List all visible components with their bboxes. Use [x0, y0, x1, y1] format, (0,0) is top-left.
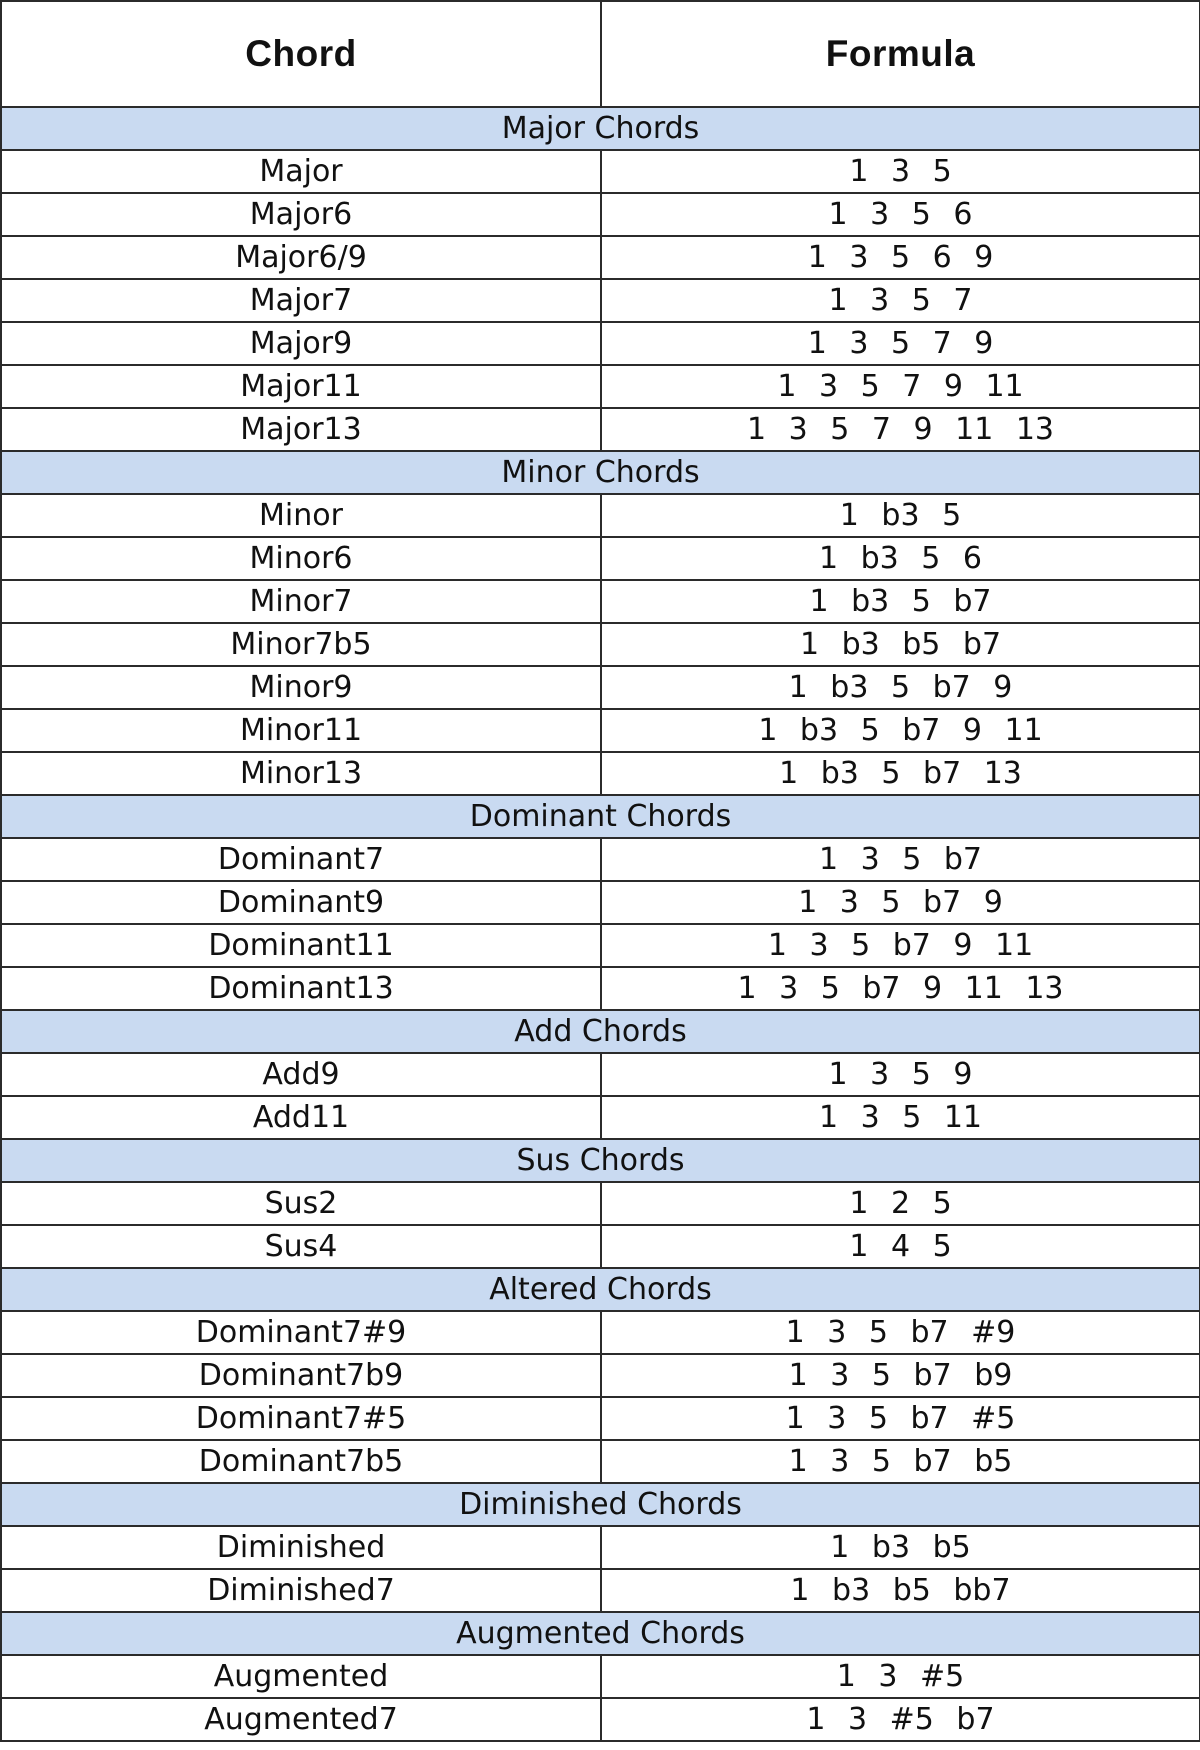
- formula-cell: 1 3 5: [601, 150, 1200, 193]
- formula-cell: 1 3 5 b7 #5: [601, 1397, 1200, 1440]
- formula-cell: 1 4 5: [601, 1225, 1200, 1268]
- table-row: [1, 666, 1200, 709]
- chord-name-cell: Dominant13: [1, 967, 601, 1010]
- formula-cell: 1 3 5 b7 b5: [601, 1440, 1200, 1483]
- table-row: [1, 967, 1200, 1010]
- section-header-row: [1, 1010, 1200, 1053]
- formula-cell: 1 b3 5 6: [601, 537, 1200, 580]
- table-row: [1, 1311, 1200, 1354]
- formula-cell: 1 3 5 7 9 11: [601, 365, 1200, 408]
- formula-cell: 1 3 5 b7 9 11 13: [601, 967, 1200, 1010]
- table-row: [1, 408, 1200, 451]
- table-body: [1, 107, 1200, 1741]
- formula-cell: 1 3 5 6 9: [601, 236, 1200, 279]
- chord-name-cell: Add9: [1, 1053, 601, 1096]
- table-row: [1, 1397, 1200, 1440]
- formula-cell: 1 3 5 b7 9: [601, 881, 1200, 924]
- chord-name-cell: Augmented: [1, 1655, 601, 1698]
- table-row: [1, 1698, 1200, 1741]
- section-header-row: [1, 1139, 1200, 1182]
- table-row: [1, 580, 1200, 623]
- section-header-row: [1, 451, 1200, 494]
- table-row: [1, 1440, 1200, 1483]
- table-row: [1, 838, 1200, 881]
- formula-cell: 1 3 5 6: [601, 193, 1200, 236]
- section-title: Diminished Chords: [1, 1483, 1200, 1526]
- chord-name-cell: Minor6: [1, 537, 601, 580]
- table-header: [1, 1, 1200, 107]
- section-title: Dominant Chords: [1, 795, 1200, 838]
- formula-cell: 1 3 5 7: [601, 279, 1200, 322]
- chord-name-cell: Major9: [1, 322, 601, 365]
- section-header-row: [1, 1483, 1200, 1526]
- chord-name-cell: Diminished: [1, 1526, 601, 1569]
- table-row: [1, 1354, 1200, 1397]
- formula-cell: 1 b3 5: [601, 494, 1200, 537]
- chord-name-cell: Dominant7#9: [1, 1311, 601, 1354]
- chord-column-header: Chord: [1, 1, 601, 107]
- section-header-row: [1, 107, 1200, 150]
- section-header-row: [1, 795, 1200, 838]
- formula-cell: 1 3 5 b7 b9: [601, 1354, 1200, 1397]
- table-row: [1, 1526, 1200, 1569]
- table-row: [1, 1096, 1200, 1139]
- chord-name-cell: Major7: [1, 279, 601, 322]
- chord-name-cell: Dominant9: [1, 881, 601, 924]
- section-title: Add Chords: [1, 1010, 1200, 1053]
- chord-name-cell: Dominant11: [1, 924, 601, 967]
- section-header-row: [1, 1268, 1200, 1311]
- chord-name-cell: Augmented7: [1, 1698, 601, 1741]
- formula-cell: 1 b3 5 b7 9 11: [601, 709, 1200, 752]
- table-row: [1, 322, 1200, 365]
- formula-cell: 1 b3 5 b7 9: [601, 666, 1200, 709]
- table-row: [1, 1225, 1200, 1268]
- header-row: [1, 1, 1200, 107]
- chord-name-cell: Sus2: [1, 1182, 601, 1225]
- formula-cell: 1 b3 5 b7: [601, 580, 1200, 623]
- table-row: [1, 623, 1200, 666]
- table-row: [1, 1053, 1200, 1096]
- chord-name-cell: Minor7: [1, 580, 601, 623]
- formula-cell: 1 3 5 7 9 11 13: [601, 408, 1200, 451]
- chord-name-cell: Minor13: [1, 752, 601, 795]
- section-title: Altered Chords: [1, 1268, 1200, 1311]
- chord-name-cell: Add11: [1, 1096, 601, 1139]
- chord-name-cell: Dominant7: [1, 838, 601, 881]
- table-row: [1, 494, 1200, 537]
- formula-cell: 1 3 5 b7 9 11: [601, 924, 1200, 967]
- table-row: [1, 193, 1200, 236]
- chord-name-cell: Dominant7b9: [1, 1354, 601, 1397]
- formula-cell: 1 3 #5 b7: [601, 1698, 1200, 1741]
- chord-name-cell: Minor9: [1, 666, 601, 709]
- table-row: [1, 709, 1200, 752]
- chord-name-cell: Major13: [1, 408, 601, 451]
- formula-cell: 1 3 5 7 9: [601, 322, 1200, 365]
- formula-cell: 1 3 5 b7: [601, 838, 1200, 881]
- chord-name-cell: Major: [1, 150, 601, 193]
- chord-name-cell: Major6/9: [1, 236, 601, 279]
- table-row: [1, 537, 1200, 580]
- chord-name-cell: Dominant7#5: [1, 1397, 601, 1440]
- formula-cell: 1 b3 b5 b7: [601, 623, 1200, 666]
- table-row: [1, 1569, 1200, 1612]
- chord-name-cell: Minor: [1, 494, 601, 537]
- chord-name-cell: Minor11: [1, 709, 601, 752]
- chord-name-cell: Major11: [1, 365, 601, 408]
- section-header-row: [1, 1612, 1200, 1655]
- formula-cell: 1 3 #5: [601, 1655, 1200, 1698]
- section-title: Minor Chords: [1, 451, 1200, 494]
- table-row: [1, 1655, 1200, 1698]
- formula-cell: 1 b3 b5: [601, 1526, 1200, 1569]
- table-row: [1, 752, 1200, 795]
- table-row: [1, 1182, 1200, 1225]
- table-row: [1, 279, 1200, 322]
- table-row: [1, 924, 1200, 967]
- formula-cell: 1 3 5 11: [601, 1096, 1200, 1139]
- section-title: Sus Chords: [1, 1139, 1200, 1182]
- chord-name-cell: Sus4: [1, 1225, 601, 1268]
- chord-name-cell: Major6: [1, 193, 601, 236]
- chord-name-cell: Diminished7: [1, 1569, 601, 1612]
- section-title: Augmented Chords: [1, 1612, 1200, 1655]
- formula-cell: 1 b3 b5 bb7: [601, 1569, 1200, 1612]
- formula-cell: 1 2 5: [601, 1182, 1200, 1225]
- chord-name-cell: Dominant7b5: [1, 1440, 601, 1483]
- table-row: [1, 236, 1200, 279]
- section-title: Major Chords: [1, 107, 1200, 150]
- chord-name-cell: Minor7b5: [1, 623, 601, 666]
- formula-column-header: Formula: [601, 1, 1200, 107]
- table-row: [1, 881, 1200, 924]
- formula-cell: 1 b3 5 b7 13: [601, 752, 1200, 795]
- formula-cell: 1 3 5 b7 #9: [601, 1311, 1200, 1354]
- formula-cell: 1 3 5 9: [601, 1053, 1200, 1096]
- table-row: [1, 365, 1200, 408]
- table-row: [1, 150, 1200, 193]
